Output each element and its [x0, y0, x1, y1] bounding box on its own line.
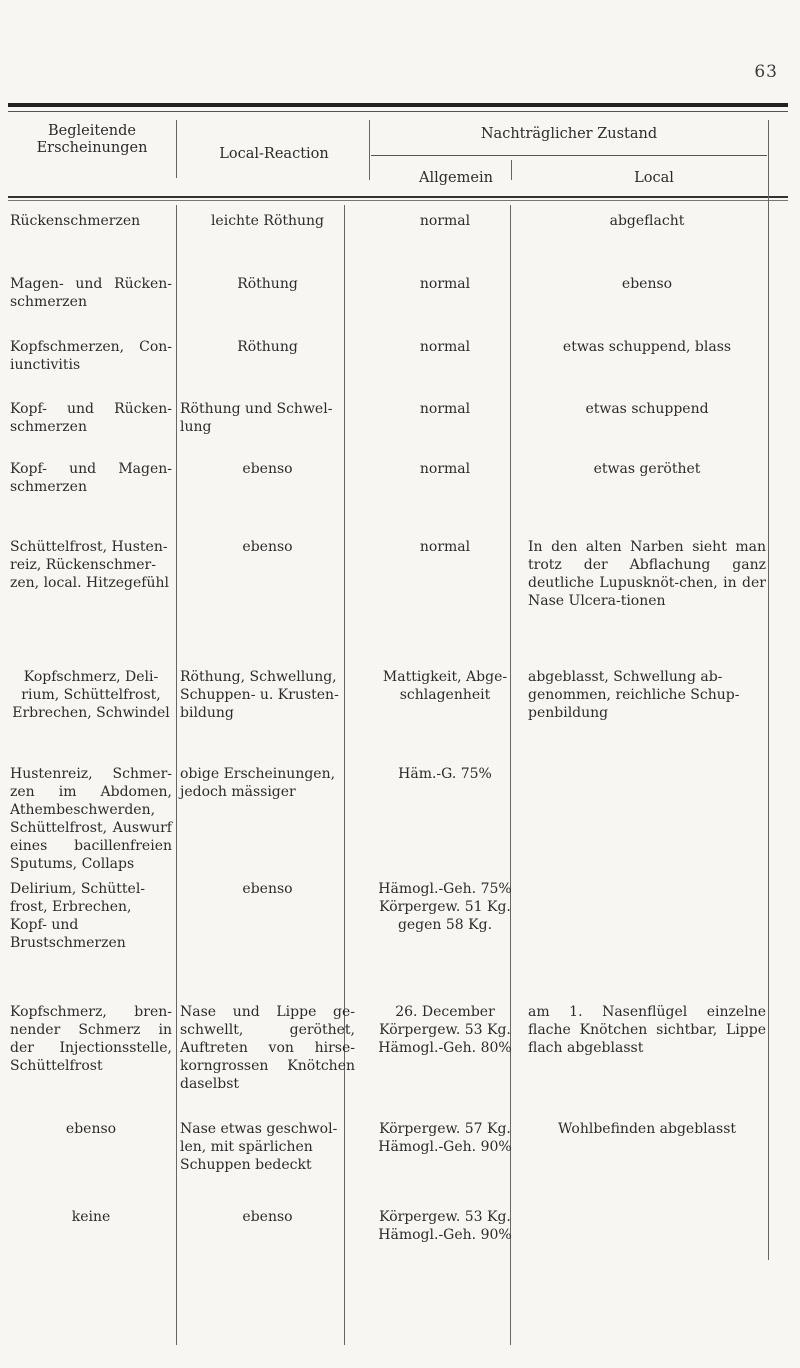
- header-rule-thin: [8, 200, 788, 201]
- row2-reaction: Röthung: [237, 276, 298, 292]
- row3-general: normal: [419, 339, 471, 355]
- row6-symptoms: Schüttelfrost, Husten-reiz, Rückenschmer-zen, local. Hitzegefühl: [10, 539, 169, 591]
- row7-local: abgeblasst, Schwellung ab-genommen, reichliche Schup-penbildung: [528, 669, 740, 721]
- col-divider: [176, 205, 177, 1345]
- row3-local: etwas schuppend, blass: [562, 339, 732, 355]
- row11-reaction: Nase etwas geschwol-len, mit spärlichen Schuppen bedeckt: [180, 1121, 338, 1173]
- row7-reaction: Röthung, Schwellung, Schuppen- u. Krusten-bildung: [180, 669, 339, 721]
- row2-local: ebenso: [621, 276, 673, 292]
- header-local: Local: [634, 170, 674, 186]
- col-divider: [369, 120, 370, 180]
- row4-general: normal: [419, 401, 471, 417]
- row6-reaction: ebenso: [242, 539, 293, 555]
- row6-local: In den alten Narben sieht man trotz der Abflachung ganz deutliche Lupusknöt-chen, in der Nase Ulcera-tionen: [528, 539, 766, 609]
- row4-symptoms: Kopf- und Rücken-schmerzen: [10, 401, 172, 435]
- header-rule: [8, 196, 788, 198]
- row12-general: Körpergew. 53 Kg. Hämogl.-Geh. 90%: [378, 1209, 512, 1243]
- header-nachtraeglicher-zustand: Nachträglicher Zustand: [480, 126, 658, 142]
- col-divider: [511, 160, 512, 180]
- row8-reaction: obige Erscheinungen, jedoch mässiger: [180, 766, 336, 800]
- row10-local: am 1. Nasenflügel einzelne flache Knötchen sichtbar, Lippe flach abgeblasst: [528, 1004, 766, 1056]
- top-rule: [8, 103, 788, 107]
- col-divider: [176, 120, 177, 178]
- row9-reaction: ebenso: [242, 881, 293, 897]
- row7-symptoms: Kopfschmerz, Deli-rium, Schüttelfrost, Erbrechen, Schwindel: [12, 669, 170, 721]
- col-divider: [768, 120, 769, 1260]
- row5-general: normal: [419, 461, 471, 477]
- row7-general: Mattigkeit, Abge-schlagenheit: [382, 669, 508, 703]
- row8-general: Häm.-G. 75%: [398, 766, 492, 782]
- row11-local: Wohlbefinden abgeblasst: [557, 1121, 736, 1137]
- row5-reaction: ebenso: [242, 461, 293, 477]
- page-number: 63: [754, 62, 778, 82]
- row8-symptoms: Hustenreiz, Schmer-zen im Abdomen, Athembeschwerden, Schüttelfrost, Auswurf eines bacillenfreien Sputums, Collaps: [10, 766, 172, 872]
- header-allgemein: Allgemein: [419, 170, 493, 186]
- row5-symptoms: Kopf- und Magen-schmerzen: [10, 461, 172, 495]
- row4-local: etwas schuppend: [585, 401, 709, 417]
- row2-general: normal: [419, 276, 471, 292]
- header-sub-rule: [371, 155, 767, 156]
- row4-reaction: Röthung und Schwel-lung: [180, 401, 333, 435]
- row12-reaction: ebenso: [242, 1209, 293, 1225]
- row6-general: normal: [419, 539, 471, 555]
- row1-reaction: leichte Röthung: [210, 213, 325, 229]
- row1-local: abgeflacht: [609, 213, 685, 229]
- top-rule-thin: [8, 111, 788, 112]
- row2-symptoms: Magen- und Rücken-schmerzen: [10, 276, 172, 310]
- row10-general: 26. December Körpergew. 53 Kg. Hämogl.-Geh. 80%: [378, 1004, 512, 1056]
- row1-general: normal: [419, 213, 471, 229]
- row5-local: etwas geröthet: [593, 461, 701, 477]
- row1-symptoms: Rückenschmerzen: [10, 213, 141, 229]
- row10-reaction: Nase und Lippe ge-schwellt, geröthet, Auftreten von hirse-korngrossen Knötchen daselbst: [180, 1004, 355, 1092]
- row9-symptoms: Delirium, Schüttel-frost, Erbrechen, Kopf- und Brustschmerzen: [10, 881, 146, 951]
- row10-symptoms: Kopfschmerz, bren-nender Schmerz in der Injectionsstelle, Schüttelfrost: [10, 1004, 172, 1074]
- row11-symptoms: ebenso: [65, 1121, 117, 1137]
- header-begleitende: Begleitende Erscheinungen: [36, 123, 148, 156]
- row3-symptoms: Kopfschmerzen, Con-iunctivitis: [10, 339, 172, 373]
- header-local-reaction: Local-Reaction: [219, 146, 329, 162]
- row11-general: Körpergew. 57 Kg. Hämogl.-Geh. 90%: [378, 1121, 512, 1155]
- row3-reaction: Röthung: [237, 339, 298, 355]
- row12-symptoms: keine: [71, 1209, 111, 1225]
- row9-general: Hämogl.-Geh. 75% Körpergew. 51 Kg. gegen 58 Kg.: [378, 881, 512, 933]
